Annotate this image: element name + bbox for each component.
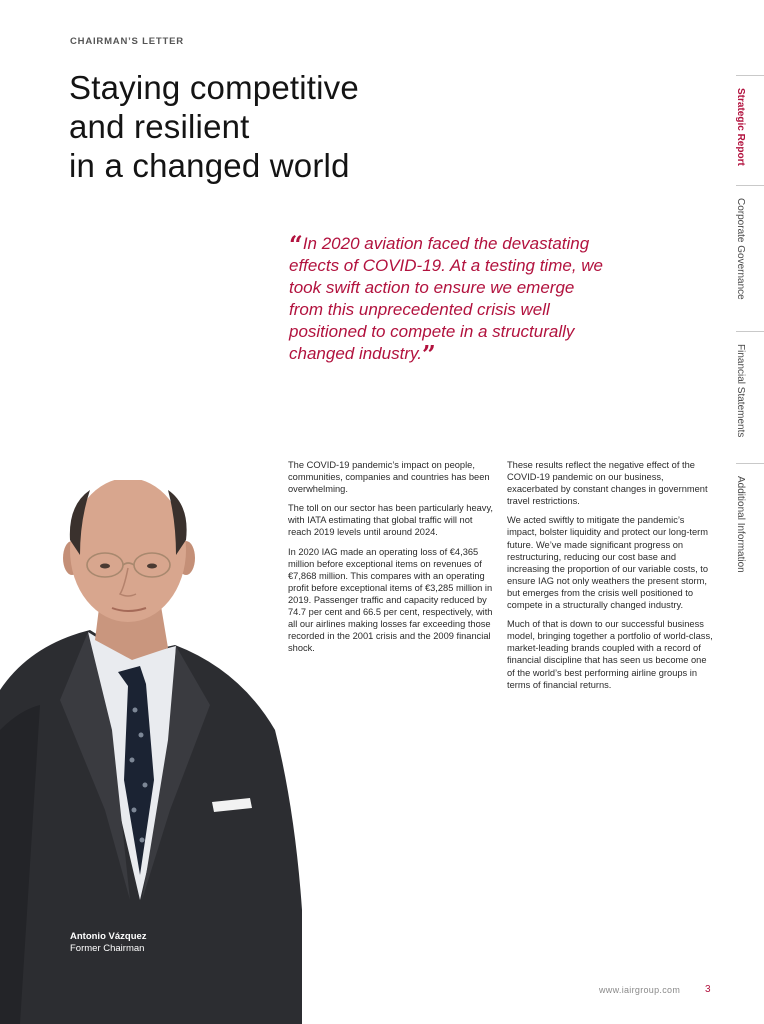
nav-divider <box>736 331 764 332</box>
paragraph: The toll on our sector has been particularly heavy, with IATA estimating that global traffic will not reach 2019 levels until around 2024. <box>288 503 493 538</box>
pull-quote-text: In 2020 aviation faced the devastating effects of COVID-19. At a testing time, we took swift action to ensure we emerge from this unprecedented crisis well positioned to compete in a structurally changed industry. <box>289 234 603 363</box>
paragraph: The COVID-19 pandemic’s impact on people, communities, companies and countries has been overwhelming. <box>288 460 490 495</box>
caption-name: Antonio Vázquez <box>70 931 147 942</box>
paragraph: In 2020 IAG made an operating loss of €4,365 million before exceptional items on revenues of €7,868 million. This compares with an operating profit before exceptional items of €3,285 million in 2019. Passenger traffic and capacity reduced by 74.7 per cent and 66.5 per cent, respectively, with all our airlines making losses far exceeding those recorded in the 2001 crisis and the 2009 financial shock. <box>288 546 493 654</box>
caption-role: Former Chairman <box>70 943 145 954</box>
open-quote-mark: “ <box>289 230 303 259</box>
nav-item-label: Financial Statements <box>735 344 746 438</box>
body-column-left <box>288 459 494 661</box>
portrait-caption <box>70 931 147 955</box>
section-side-nav <box>736 75 764 595</box>
nav-item-corporate-governance[interactable] <box>735 198 746 300</box>
nav-item-strategic-report[interactable] <box>735 88 746 166</box>
close-quote-mark: ” <box>421 340 436 369</box>
paragraph: Much of that is down to our successful business model, bringing together a portfolio of world-class, market-leading brands coupled with a record of financial discipline that has seen us become one of the world’s best performing airline groups in terms of financial returns. <box>507 619 713 690</box>
nav-divider <box>736 75 764 76</box>
page-number: 3 <box>705 984 711 995</box>
paragraph: These results reflect the negative effect of the COVID-19 pandemic on our business, exacerbated by constant changes in government travel restrictions. <box>507 460 708 507</box>
paragraph: We acted swiftly to mitigate the pandemic’s impact, bolster liquidity and protect our long-term future. We’ve made significant progress on restructuring, reducing our cost base and increasing the proportion of our variable costs, to ensure IAG not only weathers the present storm, but emerges from the crisis well positioned to compete in a structurally changed industry. <box>507 515 709 611</box>
body-column-right <box>507 459 713 698</box>
nav-item-label: Additional Information <box>735 476 746 573</box>
nav-divider <box>736 463 764 464</box>
nav-divider <box>736 185 764 186</box>
section-label: CHAIRMAN’S LETTER <box>70 36 184 47</box>
nav-item-additional-information[interactable] <box>735 476 746 573</box>
nav-item-financial-statements[interactable] <box>735 344 746 438</box>
footer-url[interactable]: www.iairgroup.com <box>599 985 681 995</box>
face <box>70 480 186 622</box>
nav-item-label: Strategic Report <box>735 88 746 166</box>
pull-quote <box>289 230 609 369</box>
chairman-portrait <box>0 480 302 1024</box>
page-title: Staying competitive and resilient in a changed world <box>69 69 359 184</box>
nav-item-label: Corporate Governance <box>735 198 746 300</box>
